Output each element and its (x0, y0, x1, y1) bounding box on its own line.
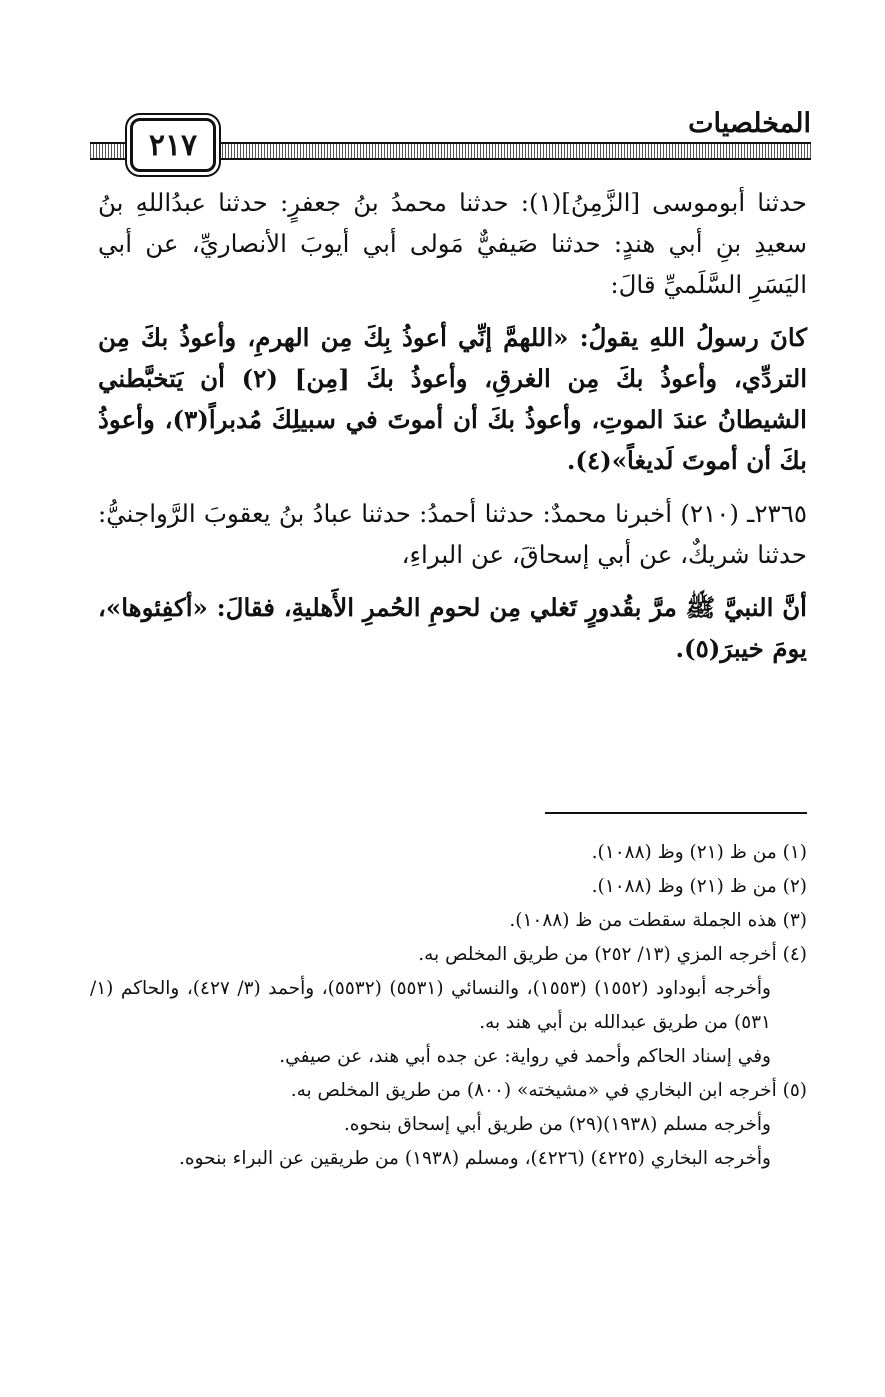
footnote-continuation: وأخرجه مسلم (١٩٣٨)(٢٩) من طريق أبي إسحاق بنحوه. (343, 1114, 771, 1135)
footnote: (٢) من ظ (٢١) وظ (١٠٨٨). (591, 876, 807, 897)
book-title: المخلصيات (688, 108, 811, 139)
footnote-continuation: وأخرجه أبوداود (١٥٥٢) (١٥٥٣)، والنسائي (٥٥٣١) (٥٥٣٢)، وأحمد (٣/ ٤٢٧)، والحاكم (١/ ٥٣١) من طريق عبدالله بن أبي هند به. (90, 978, 771, 1033)
footnote-continuation: وأخرجه البخاري (٤٢٢٥) (٤٢٢٦)، ومسلم (١٩٣٨) من طريقين عن البراء بنحوه. (179, 1148, 771, 1169)
footnote: (٤) أخرجه المزي (١٣/ ٢٥٢) من طريق المخلص به. (418, 944, 807, 965)
footnote-continuation: وفي إسناد الحاكم وأحمد في رواية: عن جده أبي هند، عن صيفي. (279, 1046, 771, 1067)
hadith-number-paragraph: ٢٣٦٥ـ (٢١٠) أخبرنا محمدٌ: حدثنا أحمدُ: حدثنا عبادُ بنُ يعقوبَ الرَّواجنيُّ: حدثنا شريكٌ، عن أبي إسحاقَ، عن البراءِ، (98, 499, 808, 569)
footnotes (90, 836, 807, 1176)
footnote-divider (545, 812, 807, 814)
footnote: (٥) أخرجه ابن البخاري في «مشيخته» (٨٠٠) من طريق المخلص به. (290, 1080, 807, 1101)
page-number: ٢١٧ (130, 118, 216, 172)
isnad-paragraph: حدثنا أبوموسى [الزَّمِنُ](١): حدثنا محمدُ بنُ جعفرٍ: حدثنا عبدُاللهِ بنُ سعيدِ بنِ أبي هندٍ: حدثنا صَيفيٌّ مَولى أبي أيوبَ الأنصاريِّ، عن أبي اليَسَرِ السَّلَميِّ قالَ: (98, 188, 807, 299)
hadith-text-paragraph: أنَّ النبيَّ ﷺ مرَّ بقُدورٍ تَغلي مِن لحومِ الحُمرِ الأَهليةِ، فقالَ: «أكفِئوها»، يومَ خيبرَ(٥). (98, 593, 807, 663)
running-header (90, 104, 811, 168)
hadith-text-paragraph: كانَ رسولُ اللهِ يقولُ: «اللهمَّ إنِّي أعوذُ بِكَ مِن الهرمِ، وأعوذُ بكَ مِن التردِّي، وأعوذُ بكَ مِن الغرقِ، وأعوذُ بكَ [مِن] (٢) أن يَتخبَّطني الشيطانُ عندَ الموتِ، وأعوذُ بكَ أن أموتَ في سبيلِكَ مُدبراً(٣)، وأعوذُ بكَ أن أموتَ لَديغاً»(٤). (98, 323, 807, 475)
main-text (98, 182, 807, 669)
footnote: (٣) هذه الجملة سقطت من ظ (١٠٨٨). (509, 910, 807, 931)
footnote: (١) من ظ (٢١) وظ (١٠٨٨). (591, 842, 807, 863)
